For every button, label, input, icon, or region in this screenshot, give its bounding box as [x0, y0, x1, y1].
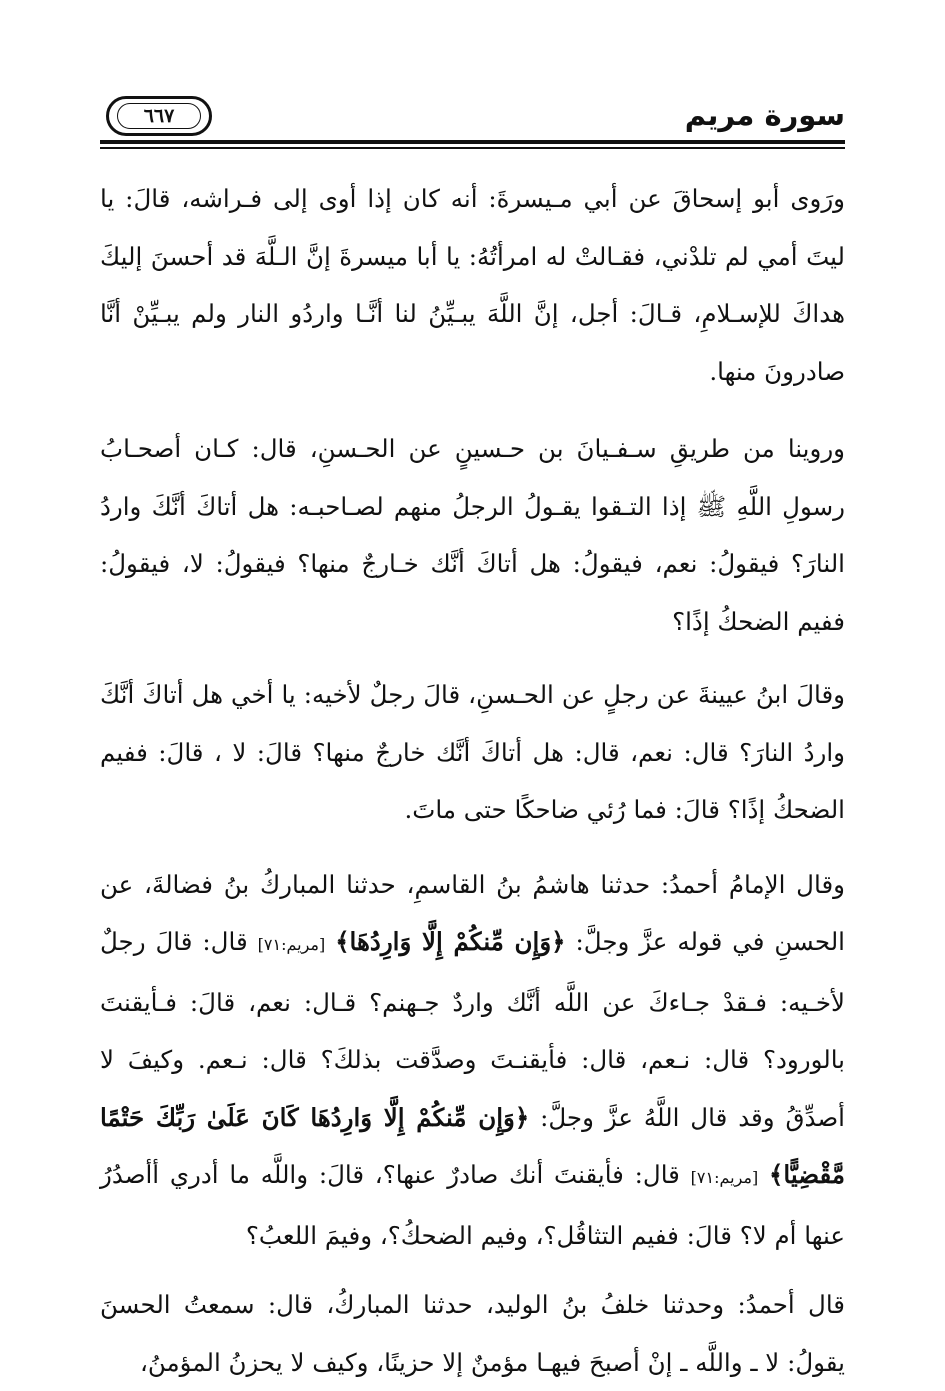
paragraph-4-text-3: قال: فأيقنتَ أنك صادرٌ عنها؟، قالَ: واللَّه ما أدري أأصدُرُ عنها أم لا؟ قالَ: ففيم التثاقُل؟، وفيم الضحكُ؟، وفيمَ اللعبُ؟: [100, 1160, 845, 1250]
paragraph-2: وروينا من طريقِ سـفـيانَ بن حـسينٍ عن الحـسنِ، قال: كـان أصحـابُ رسولِ اللَّهِ ﷺ إذا التـقوا يقـولُ الرجلُ منهم لصـاحبـه: هل أتاكَ أنَّكَ واردُ النارَ؟ فيقولُ: نعم، فيقولُ: هل أتاكَ أنَّك خـارجٌ منها؟ فيقولُ: لا، فيقولُ: ففيم الضحكُ إذًا؟: [100, 434, 845, 636]
paragraph-1: ورَوى أبو إسحاقَ عن أبي مـيسرةَ: أنه كان إذا أوى إلى فـراشه، قالَ: يا ليتَ أمي لم تلدْني، فقـالتْ له امرأتُهُ: يا أبا ميسرةَ إنَّ الـلَّهَ قد أحسنَ إليكَ هداكَ للإسـلامِ، قـالَ: أجل، إنَّ اللَّهَ يبـيِّنُ لنا أنَّـا واردُو النار ولم يبـيِّنْ أنَّا صادرونَ منها.: [100, 184, 845, 386]
page-body: [100, 170, 845, 1391]
surah-title: سورة مريم: [684, 98, 845, 132]
paragraph-4-text-1: وقال الإمامُ أحمدُ: حدثنا هاشمُ بنُ القاسمِ، حدثنا المباركُ بنُ فضالةَ، عن الحسنِ في قوله عزَّ وجلَّ:: [100, 869, 845, 956]
paragraph-3: وقالَ ابنُ عيينةَ عن رجلٍ عن الحـسنِ، قالَ رجلٌ لأخيه: يا أخي هل أتاكَ أنَّكَ واردُ النارَ؟ قال: نعم، قال: هل أتاكَ أنَّك خارجٌ منها؟ قالَ: لا ، قالَ: ففيم الضحكُ إذًا؟ قالَ: فما رُئي ضاحكًا حتى ماتَ.: [100, 680, 846, 824]
verse-reference-2: [مريم:٧١]: [690, 1168, 759, 1187]
page-number-badge: [106, 96, 212, 136]
quran-verse-1: ﴿وَإِن مِّنكُمْ إِلَّا وَارِدُهَا﴾: [335, 927, 566, 956]
paragraph-4-text-2: قال: قالَ رجلٌ لأخـيه: فـقدْ جـاءكَ عن اللَّه أنَّك واردٌ جـهنم؟ قـال: نعم، قالَ: فـأيقنتَ بالورود؟ قال: نـعم، قال: فأيقنـتَ وصدَّقت بذلكَ؟ قال: نـعم. وكيفَ لا أصدِّقُ وقد قال اللَّهُ عزَّ وجلَّ:: [100, 927, 845, 1132]
page-header: [100, 92, 845, 140]
quran-verse-2: ﴿وَإِن مِّنكُمْ إِلَّا وَارِدُهَا كَانَ عَلَىٰ رَبِّكَ حَتْمًا مَّقْضِيًّا﴾: [100, 1102, 845, 1189]
header-rule-thick: [100, 140, 845, 144]
header-rule-thin: [100, 147, 845, 149]
page-number: ٦٦٧: [117, 103, 201, 129]
verse-reference-1: [مريم:٧١]: [257, 935, 326, 954]
paragraph-5: قال أحمدُ: وحدثنا خلفُ بنُ الوليد، حدثنا المباركُ، قال: سمعتُ الحسنَ يقولُ: لا ـ واللَّه ـ إنْ أصبحَ فيهـا مؤمنٌ إلا حزينًا، وكيف لا يحزنُ المؤمنُ،: [100, 1290, 845, 1377]
paragraph-4: [100, 856, 845, 1265]
